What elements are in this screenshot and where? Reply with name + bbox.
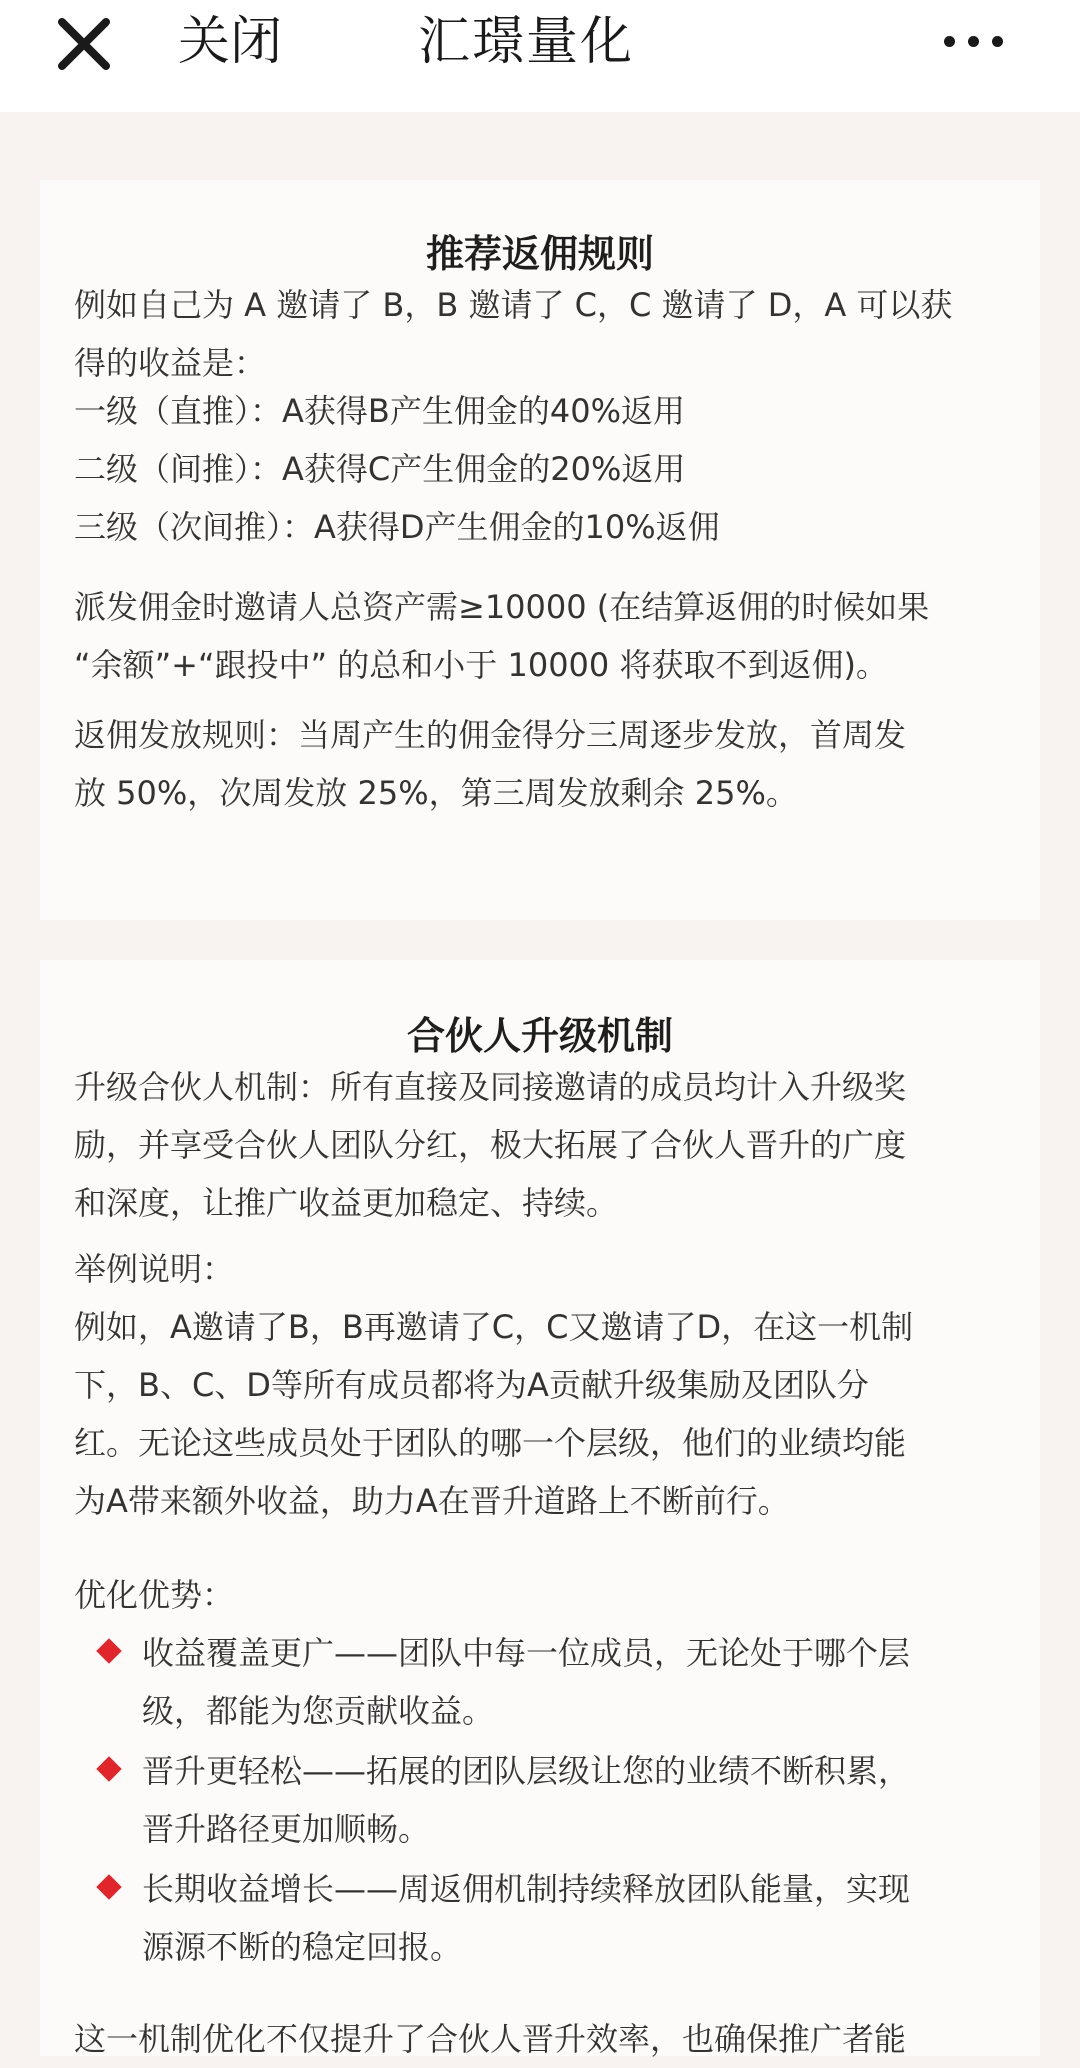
text-line: 优化优势： bbox=[74, 1576, 235, 1614]
rebate-condition bbox=[74, 578, 1014, 694]
advantage-item-3 bbox=[96, 1860, 1016, 1976]
text-line: 这一机制优化不仅提升了合伙人晋升效率，也确保推广者能 bbox=[74, 2020, 907, 2058]
text-line: 例如自己为 A 邀请了 B，B 邀请了 C，C 邀请了 D，A 可以获 bbox=[74, 286, 953, 324]
advantage-item-2 bbox=[96, 1742, 1016, 1858]
advantages-label bbox=[74, 1566, 1014, 1624]
text-line: 晋升路径更加顺畅。 bbox=[142, 1810, 431, 1848]
text-line: 和深度，让推广收益更加稳定、持续。 bbox=[74, 1184, 619, 1222]
text-line: 例如，A邀请了B，B再邀请了C，C又邀请了D，在这一机制 bbox=[74, 1308, 914, 1346]
rebate-levels bbox=[74, 382, 1014, 556]
text-line: 返佣发放规则：当周产生的佣金得分三周逐步发放，首周发 bbox=[74, 716, 907, 754]
text-line: 举例说明： bbox=[74, 1250, 235, 1288]
example-text bbox=[74, 1298, 1014, 1530]
rebate-intro bbox=[74, 276, 1014, 392]
partner-mechanism bbox=[74, 1058, 1014, 1232]
text-line: 红。无论这些成员处于团队的哪一个层级，他们的业绩均能 bbox=[74, 1424, 907, 1462]
text-line: 下，B、C、D等所有成员都将为A贡献升级集励及团队分 bbox=[74, 1366, 869, 1404]
text-line: 级，都能为您贡献收益。 bbox=[142, 1692, 495, 1730]
level-1-text: 一级（直推）：A获得B产生佣金的40%返用 bbox=[74, 392, 685, 430]
close-icon[interactable] bbox=[56, 16, 112, 72]
text-line: 长期收益增长——周返佣机制持续释放团队能量，实现 bbox=[142, 1870, 911, 1908]
level-3-text: 三级（次间推）：A获得D产生佣金的10%返佣 bbox=[74, 508, 720, 546]
text-line: 放 50%，次周发放 25%，第三周发放剩余 25%。 bbox=[74, 774, 798, 812]
more-icon[interactable] bbox=[942, 26, 1006, 56]
top-bar bbox=[0, 0, 1080, 112]
close-button-label[interactable]: 关闭 bbox=[178, 12, 283, 72]
example-label bbox=[74, 1240, 1014, 1298]
section-title-partner-upgrade: 合伙人升级机制 bbox=[406, 1014, 673, 1058]
text-line: 晋升更轻松——拓展的团队层级让您的业绩不断积累， bbox=[142, 1752, 911, 1790]
rebate-release-rule bbox=[74, 706, 1014, 822]
text-line: 升级合伙人机制：所有直接及同接邀请的成员均计入升级奖 bbox=[74, 1068, 907, 1106]
text-line: 源源不断的稳定回报。 bbox=[142, 1928, 463, 1966]
page-title: 汇璟量化 bbox=[418, 12, 635, 72]
section-title-rebate-rules: 推荐返佣规则 bbox=[425, 232, 654, 276]
text-line: “余额”+“跟投中” 的总和小于 10000 将获取不到返佣)。 bbox=[74, 646, 888, 684]
level-2-text: 二级（间推）：A获得C产生佣金的20%返用 bbox=[74, 450, 686, 488]
closing-text bbox=[74, 2010, 1014, 2068]
text-line: 为A带来额外收益，助力A在晋升道路上不断前行。 bbox=[74, 1482, 790, 1520]
advantage-item-1 bbox=[96, 1624, 1016, 1740]
text-line: 派发佣金时邀请人总资产需≥10000 (在结算返佣的时候如果 bbox=[74, 588, 930, 626]
text-line: 得的收益是： bbox=[74, 344, 267, 382]
text-line: 励，并享受合伙人团队分红，极大拓展了合伙人晋升的广度 bbox=[74, 1126, 907, 1164]
text-line: 收益覆盖更广——团队中每一位成员，无论处于哪个层 bbox=[142, 1634, 911, 1672]
